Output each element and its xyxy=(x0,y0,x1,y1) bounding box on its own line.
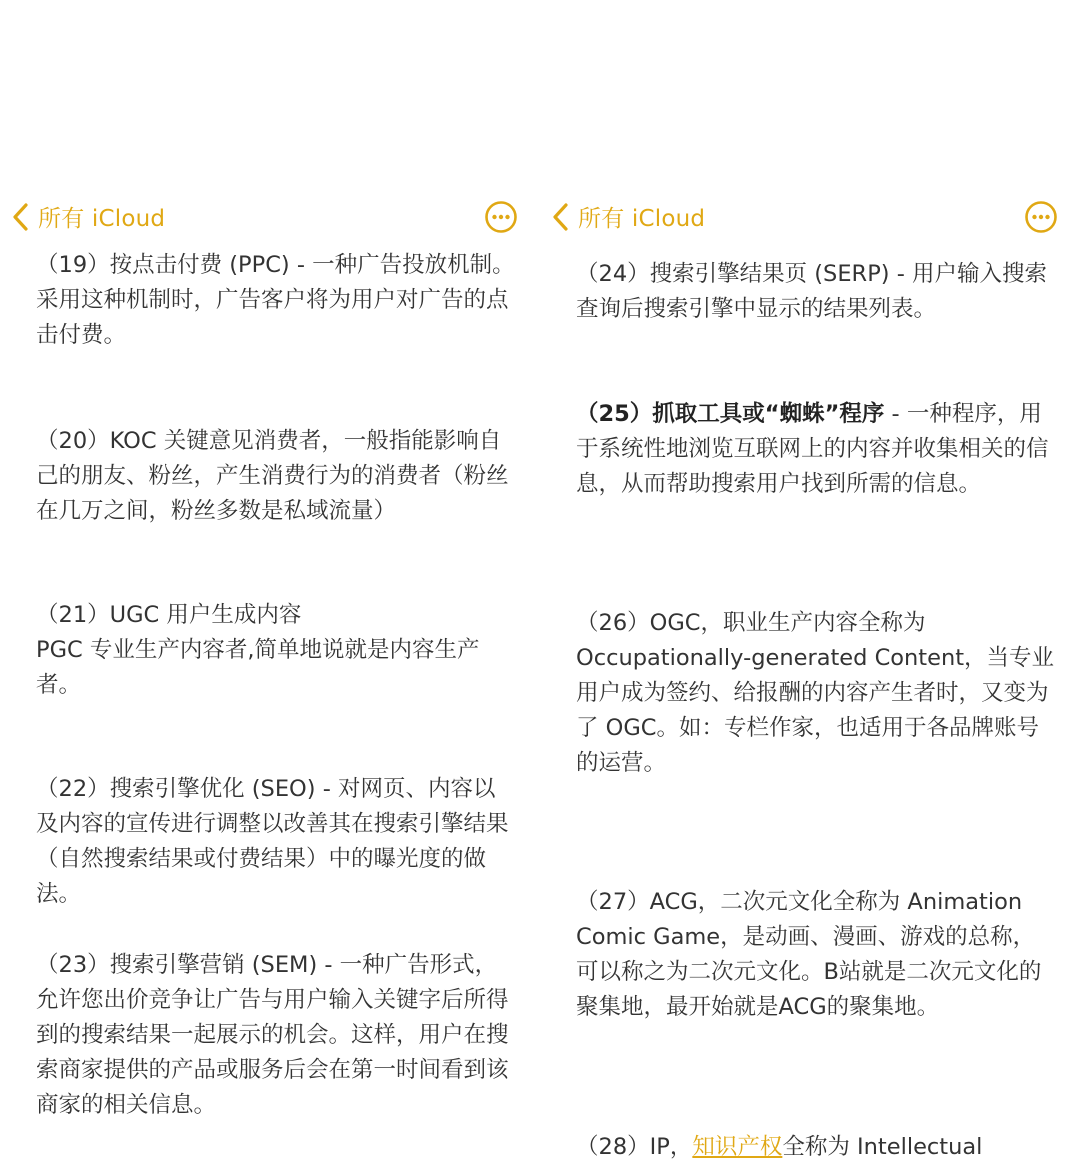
back-label: 所有 iCloud xyxy=(38,206,166,232)
ellipsis-circle-icon[interactable] xyxy=(484,200,518,234)
note-21-line2: PGC 专业生产内容者,简单地说就是内容生产者。 xyxy=(36,637,480,698)
note-28-prefix: （28）IP， xyxy=(576,1134,693,1160)
back-button[interactable] xyxy=(550,200,705,233)
note-21 xyxy=(36,598,516,703)
nav-bar xyxy=(540,196,1080,240)
note-21-line1: （21）UGC 用户生成内容 xyxy=(36,602,302,628)
note-23: （23）搜索引擎营销 (SEM) - 一种广告形式，允许您出价竞争让广告与用户输入关键字后所得到的搜索结果一起展示的机会。这样，用户在搜索商家提供的产品或服务后会在第一时间看到该商家的相关信息。 xyxy=(36,952,509,1118)
ellipsis-circle-icon[interactable] xyxy=(1024,200,1058,234)
right-note-panel xyxy=(540,0,1080,1174)
note-20: （20）KOC 关键意见消费者，一般指能影响自己的朋友、粉丝，产生消费行为的消费者（粉丝在几万之间，粉丝多数是私域流量） xyxy=(36,428,509,524)
note-25-title: （25）抓取工具或“蜘蛛”程序 xyxy=(576,401,885,427)
back-label: 所有 iCloud xyxy=(578,206,706,232)
note-24: （24）搜索引擎结果页 (SERP) - 用户输入搜索查询后搜索引擎中显示的结果列表。 xyxy=(576,261,1047,322)
nav-bar xyxy=(0,196,540,240)
note-25 xyxy=(576,397,1056,502)
ip-link[interactable]: 知识产权 xyxy=(692,1134,783,1160)
note-19: （19）按点击付费 (PPC) - 一种广告投放机制。采用这种机制时，广告客户将为用户对广告的点击付费。 xyxy=(36,252,515,348)
chevron-left-icon xyxy=(550,202,572,232)
note-22: （22）搜索引擎优化 (SEO) - 对网页、内容以及内容的宣传进行调整以改善其在搜索引擎结果（自然搜索结果或付费结果）中的曝光度的做法。 xyxy=(36,776,509,907)
back-button[interactable] xyxy=(10,200,165,233)
chevron-left-icon xyxy=(10,202,32,232)
note-25-body: - 一种程序，用于系统性地浏览互联网上的内容并收集相关的信息，从而帮助搜索用户找到所需的信息。 xyxy=(576,401,1049,497)
note-26: （26）OGC，职业生产内容全称为 Occupationally-generated Content，当专业用户成为签约、给报酬的内容产生者时，又变为了 OGC。如：专栏作家，也适用于各品牌账号的运营。 xyxy=(576,610,1055,776)
note-28 xyxy=(576,1130,1056,1165)
note-27: （27）ACG，二次元文化全称为 Animation Comic Game，是动画、漫画、游戏的总称，可以称之为二次元文化。B站就是二次元文化的聚集地，最开始就是ACG的聚集地。 xyxy=(576,889,1042,1020)
note-28-suffix: 全称为 Intellectual xyxy=(782,1134,983,1160)
